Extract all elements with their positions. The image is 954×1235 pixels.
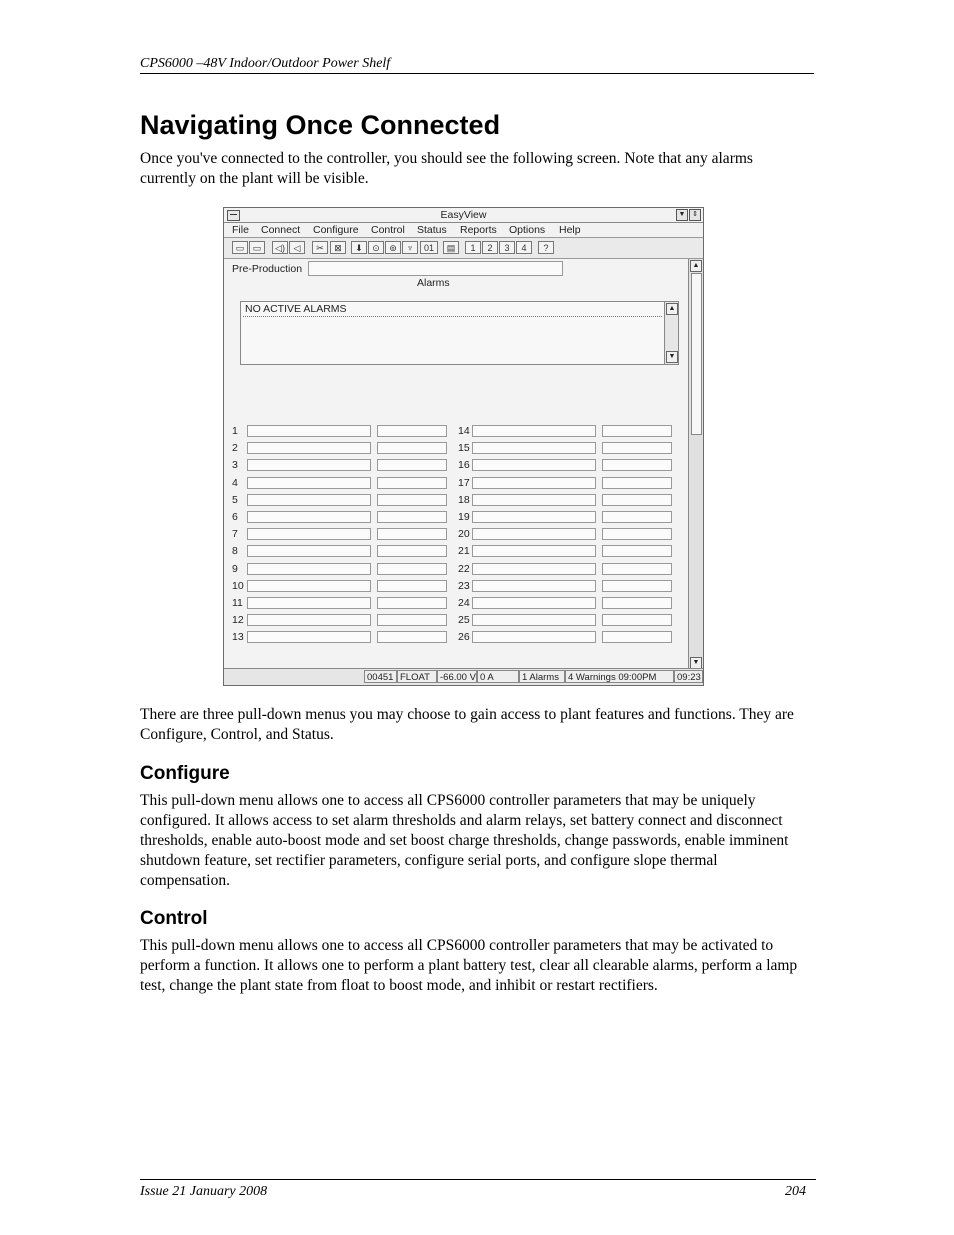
row-field[interactable] — [602, 545, 672, 557]
scroll-up-icon[interactable]: ▲ — [690, 260, 702, 272]
row-field[interactable] — [247, 477, 371, 489]
window-title: EasyView — [440, 209, 487, 221]
row-number: 25 — [458, 614, 470, 627]
control-paragraph: This pull-down menu allows one to access all CPS6000 controller parameters that may be activated to perform a function. It allows one to perform a plant battery test, clear all clearable alarms, perform a lamp test, change the plant state from float to boost mode, and inhibit or restart rectifiers. — [140, 937, 798, 994]
title-bar — [224, 208, 703, 223]
settings-icon[interactable]: ⊙ — [368, 241, 384, 254]
row-number: 5 — [232, 493, 238, 506]
page-title: Navigating Once Connected — [140, 110, 501, 140]
row-field[interactable] — [472, 545, 596, 557]
row-number: 26 — [458, 631, 470, 644]
scroll-up-icon[interactable]: ▲ — [666, 303, 678, 315]
row-number: 13 — [232, 631, 244, 644]
row-number: 8 — [232, 545, 238, 558]
minimize-icon[interactable]: ▼ — [676, 209, 688, 221]
row-number: 17 — [458, 476, 470, 489]
row-number: 14 — [458, 425, 470, 437]
row-number: 2 — [232, 442, 238, 455]
row-field[interactable] — [472, 597, 596, 609]
status-warnings: 4 Warnings 09:00PM — [565, 670, 674, 683]
row-field[interactable] — [247, 528, 371, 540]
scroll-thumb[interactable] — [691, 273, 702, 435]
row-field[interactable] — [247, 614, 371, 626]
row-field[interactable] — [247, 545, 371, 557]
row-field[interactable] — [602, 580, 672, 592]
status-clock: 09:23 — [674, 670, 703, 683]
row-field[interactable] — [472, 563, 596, 575]
row-number: 20 — [458, 528, 470, 541]
page-footer — [140, 1179, 816, 1200]
pre-production-label: Pre-Production — [232, 263, 303, 275]
menu-status[interactable]: Status — [417, 224, 447, 236]
status-alarms: 1 Alarms — [519, 670, 565, 683]
print-icon[interactable]: ▭ — [232, 241, 248, 254]
toolbar-3-button[interactable]: 3 — [499, 241, 515, 254]
row-field[interactable] — [602, 631, 672, 643]
toolbar-4-button[interactable]: 4 — [516, 241, 532, 254]
toolbar-1-button[interactable]: 1 — [465, 241, 481, 254]
menu-reports[interactable]: Reports — [460, 224, 497, 236]
row-number: 7 — [232, 528, 238, 541]
menu-bar — [224, 223, 703, 238]
download-icon[interactable]: ⬇ — [351, 241, 367, 254]
row-field[interactable] — [247, 631, 371, 643]
row-field[interactable] — [602, 511, 672, 523]
gauge-icon[interactable]: ⊚ — [385, 241, 401, 254]
scroll-down-icon[interactable]: ▼ — [666, 351, 678, 363]
status-current: 0 A — [477, 670, 519, 683]
toolbar-01-button[interactable]: 01 — [420, 241, 438, 254]
row-field[interactable] — [602, 442, 672, 454]
menu-configure[interactable]: Configure — [313, 224, 359, 236]
menu-control[interactable]: Control — [371, 224, 405, 236]
row-field[interactable] — [602, 459, 672, 471]
running-header: CPS6000 –48V Indoor/Outdoor Power Shelf — [140, 56, 814, 74]
pre-production-field[interactable] — [308, 261, 563, 276]
row-field[interactable] — [602, 477, 672, 489]
menu-connect[interactable]: Connect — [261, 224, 301, 236]
easyview-window — [223, 207, 704, 686]
disconnect-icon[interactable]: ✂ — [312, 241, 328, 254]
status-code: 00451 — [364, 670, 397, 683]
menu-help[interactable]: Help — [559, 224, 581, 236]
status-bar — [224, 668, 703, 685]
row-field[interactable] — [377, 545, 447, 557]
row-field[interactable] — [377, 442, 447, 454]
menu-file[interactable]: File — [232, 224, 249, 236]
row-field[interactable] — [247, 425, 371, 437]
page-number: 204 — [785, 1184, 806, 1199]
scroll-down-icon[interactable]: ▼ — [690, 657, 702, 669]
intro-paragraph: Once you've connected to the controller, you should see the following screen. Note that any alarms currently on the plant will be visible. — [140, 150, 753, 187]
row-number: 16 — [458, 459, 470, 472]
row-field[interactable] — [377, 477, 447, 489]
status-voltage: -66.00 V — [437, 670, 477, 683]
row-field[interactable] — [247, 494, 371, 506]
alarm-list[interactable] — [240, 301, 679, 365]
row-field[interactable] — [377, 511, 447, 523]
row-field[interactable] — [472, 477, 596, 489]
row-field[interactable] — [602, 563, 672, 575]
row-field[interactable] — [377, 563, 447, 575]
sound-off-icon[interactable]: ◁ — [289, 241, 305, 254]
window-scrollbar[interactable] — [688, 259, 703, 670]
computer-icon[interactable]: ▤ — [443, 241, 459, 254]
row-field[interactable] — [472, 580, 596, 592]
configure-heading: Configure — [140, 763, 230, 784]
row-field[interactable] — [472, 425, 596, 437]
restore-icon[interactable]: ⇕ — [689, 209, 701, 221]
alarms-label: Alarms — [417, 277, 450, 289]
row-number: 18 — [458, 493, 470, 506]
row-number: 1 — [232, 425, 238, 437]
print-preview-icon[interactable]: ▭ — [249, 241, 265, 254]
row-field[interactable] — [247, 563, 371, 575]
row-field[interactable] — [377, 631, 447, 643]
row-field[interactable] — [472, 528, 596, 540]
row-field[interactable] — [247, 511, 371, 523]
row-number: 22 — [458, 562, 470, 575]
row-field[interactable] — [377, 528, 447, 540]
row-field[interactable] — [602, 614, 672, 626]
row-number: 4 — [232, 476, 238, 489]
menu-options[interactable]: Options — [509, 224, 546, 236]
alarm-focus-line — [243, 316, 662, 317]
row-field[interactable] — [602, 597, 672, 609]
row-field[interactable] — [602, 425, 672, 437]
row-number: 9 — [232, 562, 238, 575]
row-number: 19 — [458, 511, 470, 523]
row-field[interactable] — [377, 494, 447, 506]
row-field[interactable] — [472, 442, 596, 454]
row-number: 23 — [458, 579, 470, 592]
row-field[interactable] — [472, 614, 596, 626]
row-field[interactable] — [247, 597, 371, 609]
row-field[interactable] — [247, 580, 371, 592]
main-content — [224, 259, 689, 670]
row-field[interactable] — [472, 511, 596, 523]
row-field[interactable] — [377, 459, 447, 471]
row-field[interactable] — [472, 631, 596, 643]
sound-on-icon[interactable]: ◁) — [272, 241, 288, 254]
row-number: 12 — [232, 614, 244, 627]
row-number: 6 — [232, 511, 238, 523]
row-field[interactable] — [472, 494, 596, 506]
row-field[interactable] — [377, 425, 447, 437]
row-field[interactable] — [602, 528, 672, 540]
help-icon[interactable]: ? — [538, 241, 554, 254]
toolbar — [224, 238, 703, 259]
footer-issue: Issue 21 January 2008 — [140, 1184, 268, 1199]
row-number: 10 — [232, 579, 244, 592]
thermometer-icon[interactable]: ♆ — [402, 241, 418, 254]
row-number: 3 — [232, 459, 238, 472]
row-field[interactable] — [602, 494, 672, 506]
status-mode: FLOAT — [397, 670, 437, 683]
alarm-scrollbar[interactable] — [664, 302, 678, 364]
menus-paragraph: There are three pull-down menus you may choose to gain access to plant features and functions. They are Configure, Control, and Status. — [140, 706, 794, 743]
row-number: 21 — [458, 545, 470, 558]
control-heading: Control — [140, 908, 208, 929]
row-field[interactable] — [377, 614, 447, 626]
row-field[interactable] — [247, 442, 371, 454]
row-field[interactable] — [247, 459, 371, 471]
row-number: 11 — [232, 597, 243, 609]
close-icon[interactable]: ⊠ — [330, 241, 346, 254]
alarm-text: NO ACTIVE ALARMS — [245, 303, 347, 315]
configure-paragraph: This pull-down menu allows one to access all CPS6000 controller parameters that may be uniquely configured. It allows access to set alarm thresholds and alarm relays, set battery connect and disconnect thresholds, enable auto-boost mode and set boost charge thresholds, change passwords, enable imminent shutdown feature, set rectifier parameters, configure serial ports, and configure slope thermal compensation. — [140, 792, 789, 889]
row-field[interactable] — [377, 597, 447, 609]
row-field[interactable] — [377, 580, 447, 592]
row-number: 24 — [458, 597, 470, 609]
row-number: 15 — [458, 442, 470, 455]
toolbar-2-button[interactable]: 2 — [482, 241, 498, 254]
row-field[interactable] — [472, 459, 596, 471]
